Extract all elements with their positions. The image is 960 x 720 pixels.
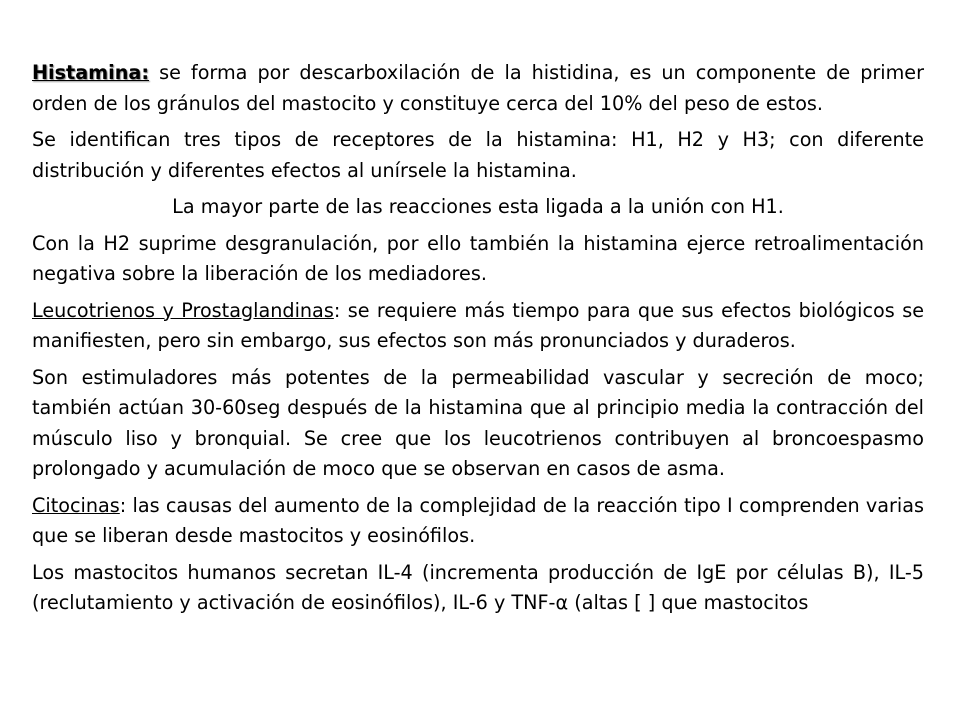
paragraph-text: : se requiere más tiempo para que sus efectos biológicos se manifiesten, pero sin embargo, sus efectos son más pronunciados y duraderos. [32, 298, 924, 352]
paragraph-h2 [32, 229, 924, 290]
term-citocinas: Citocinas [32, 493, 120, 517]
paragraph-mastocitos [32, 558, 924, 619]
paragraph-h1 [32, 192, 924, 223]
paragraph-estimuladores [32, 363, 924, 485]
paragraph-text: Son estimuladores más potentes de la permeabilidad vascular y secreción de moco; también actúan 30-60seg después de la histamina que al principio media la contracción del músculo liso y bronquial. Se cree que los leucotrienos contribuyen al broncoespasmo prolongado y acumulación de moco que se observan en casos de asma. [32, 365, 924, 480]
paragraph-text: La mayor parte de las reacciones esta ligada a la unión con H1. [172, 195, 784, 218]
term-histamina: Histamina: [32, 61, 150, 84]
paragraph-citocinas [32, 491, 924, 552]
paragraph-receptores [32, 125, 924, 186]
paragraph-text: : las causas del aumento de la complejidad de la reacción tipo I comprenden varias que se liberan desde mastocitos y eosinófilos. [32, 493, 924, 547]
paragraph-leucotrienos [32, 296, 924, 357]
paragraph-text: se forma por descarboxilación de la histidina, es un componente de primer orden de los gránulos del mastocito y constituye cerca del 10% del peso de estos. [32, 61, 924, 115]
paragraph-text: Se identifican tres tipos de receptores de la histamina: H1, H2 y H3; con diferente distribución y diferentes efectos al unírsele la histamina. [32, 128, 924, 182]
slide-body [32, 58, 924, 625]
term-leucotrienos: Leucotrienos y Prostaglandinas [32, 298, 334, 322]
paragraph-text: Los mastocitos humanos secretan IL-4 (incrementa producción de IgE por células B), IL-5 (reclutamiento y activación de eosinófilos), IL-6 y TNF-α (altas [ ] que mastocitos [32, 560, 924, 614]
paragraph-histamina [32, 58, 924, 119]
paragraph-text: Con la H2 suprime desgranulación, por ello también la histamina ejerce retroalimentación negativa sobre la liberación de los mediadores. [32, 231, 924, 285]
